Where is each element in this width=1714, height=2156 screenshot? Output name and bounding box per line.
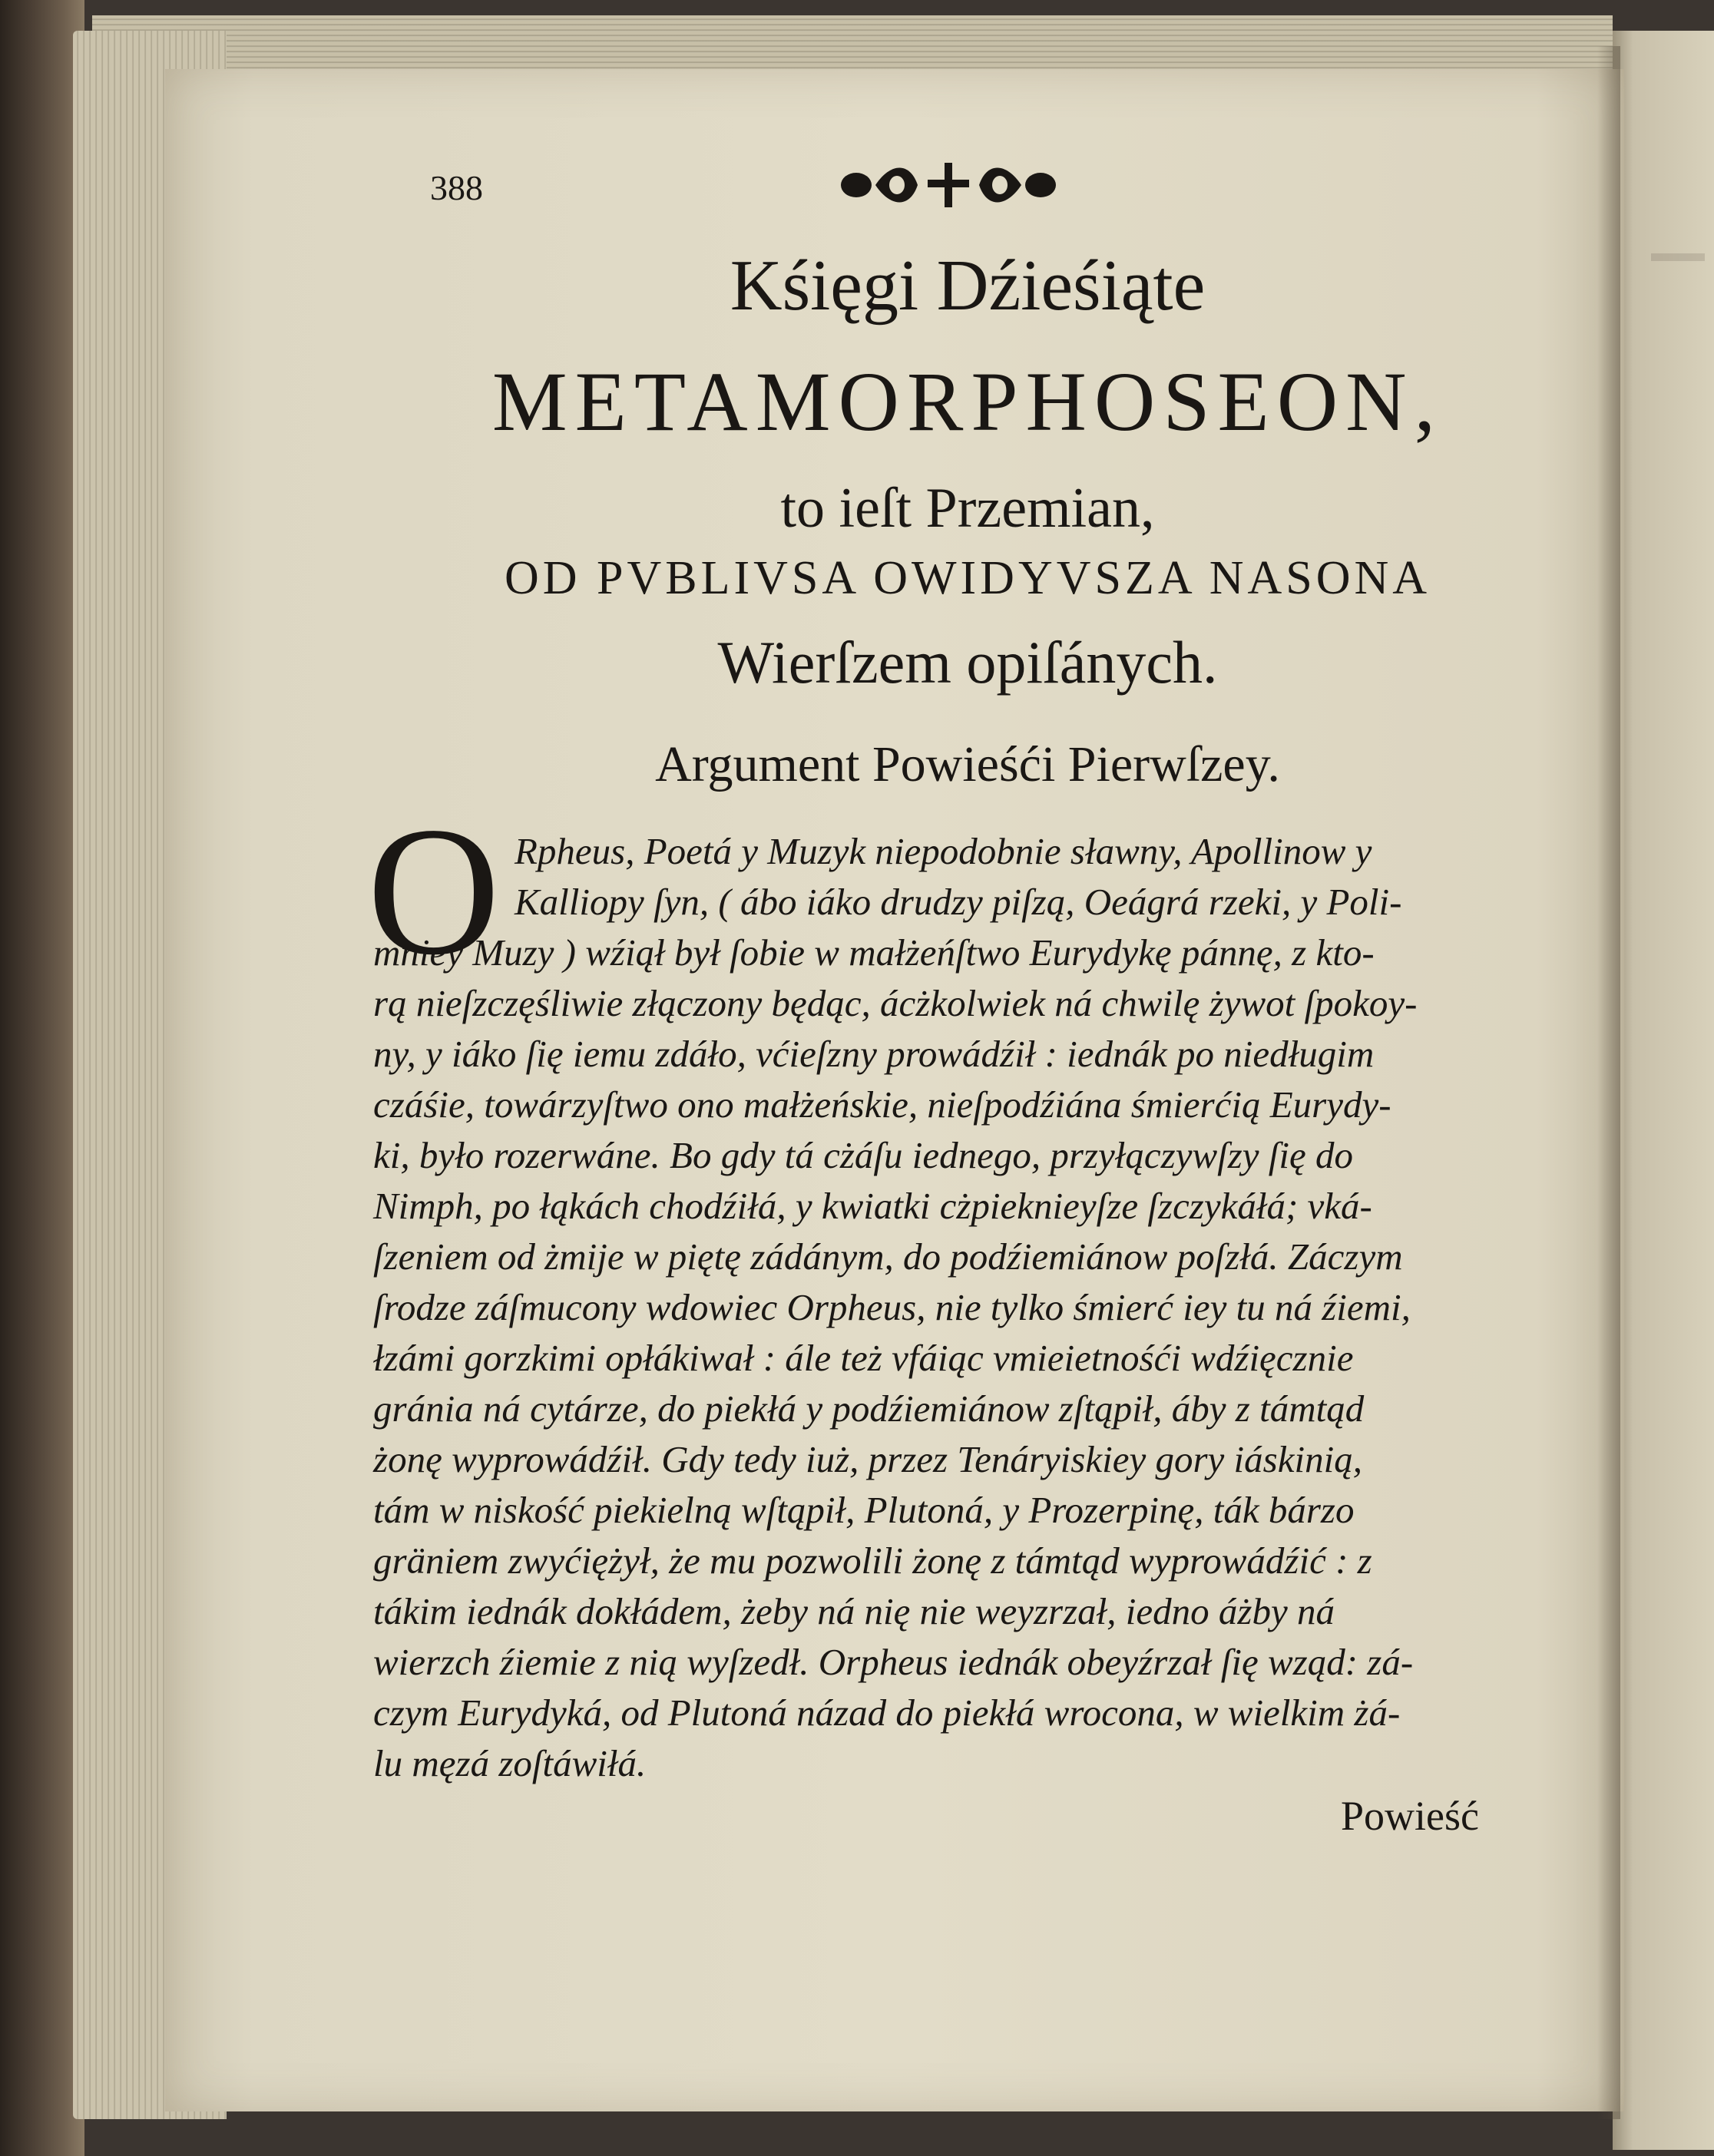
verse-note-line: Wierſzem opiſánych. (717, 629, 1218, 696)
body-line: ſzeniem od żmije w piętę zádánym, do podźiemiánow poſzłá. Záczym (373, 1235, 1403, 1278)
body-line: Nimph, po łąkách chodźiłá, y kwiatki cżpieknieyſze ſzczykáłá; vká- (373, 1185, 1372, 1227)
page-number: 388 (430, 168, 483, 207)
body-line: rą nieſzczęśliwie złączony będąc, ácżkolwiek ná chwilę żywot ſpokoy- (373, 982, 1418, 1024)
book-binding (0, 0, 84, 2156)
book-title-line: Kśięgi Dźieśiąte (730, 246, 1206, 326)
argument-heading: Argument Powieśći Pierwſzey. (655, 736, 1280, 792)
body-line: tám w niskość piekielną wſtąpił, Plutoná, y Prozerpinę, ták bárzo (373, 1489, 1355, 1531)
facing-page-edge (1613, 31, 1714, 2150)
catchword: Powieść (1341, 1793, 1479, 1839)
drop-cap: O (367, 789, 501, 993)
body-line: czym Eurydyká, od Plutoná názad do piekłá wrocona, w wielkim żá- (373, 1691, 1401, 1734)
page-gutter-shadow (1597, 46, 1620, 2119)
body-line: ſrodze záſmucony wdowiec Orpheus, nie tylko śmierć iey tu ná źiemi, (373, 1286, 1411, 1328)
body-line: ny, y iáko ſię iemu zdáło, vćieſzny prowádźił : iednák po niedługim (373, 1033, 1375, 1075)
body-line: gránia ná cytárze, do piekłá y podźiemiánow zſtąpił, áby z támtąd (373, 1387, 1365, 1430)
body-line: tákim iednák dokłádem, żeby ná nię nie weyzrzał, iedno áżby ná (373, 1590, 1335, 1632)
body-line: mniey Muzy ) wźiął był ſobie w małżeńſtwo Eurydykę pánnę, z kto- (373, 931, 1375, 974)
body-line: Kalliopy ſyn, ( ábo iáko drudzy piſzą, Oeágrá rzeki, y Poli- (515, 881, 1402, 923)
author-line: OD PVBLIVSA OWIDYVSZA NASONA (504, 552, 1431, 604)
body-line: czáśie, towárzyſtwo ono małżeńskie, nieſpodźiána śmierćią Eurydy- (373, 1083, 1391, 1126)
body-line: ki, było rozerwáne. Bo gdy tá cżáſu iednego, przyłączywſzy ſię do (373, 1134, 1354, 1176)
body-line: wierzch źiemie z nią wyſzedł. Orpheus iednák obeyźrzał ſię wząd: zá- (373, 1641, 1414, 1683)
body-line: lu męzá zoſtáwiłá. (373, 1742, 647, 1784)
body-line: żonę wyprowádźił. Gdy tedy iuż, przez Tenáryiskiey gory iáskinią, (373, 1438, 1362, 1480)
page-edges-top (92, 15, 1613, 69)
subtitle-line: to ieſt Przemian, (780, 477, 1155, 540)
body-line: łzámi gorzkimi opłákiwał : ále też vfáiąc vmieietnośći wdźięcznie (373, 1337, 1354, 1379)
body-line: Rpheus, Poetá y Muzyk niepodobnie sławny, Apollinow y (515, 830, 1372, 872)
facing-page-ghost-text (1651, 253, 1705, 261)
body-line: gräniem zwyćiężył, że mu pozwolili żonę z támtąd wyprowádźić : z (373, 1539, 1372, 1582)
fleuron-ornament-icon (837, 158, 1060, 212)
book-title-metamorphoseon: METAMORPHOSEON, (491, 355, 1444, 448)
